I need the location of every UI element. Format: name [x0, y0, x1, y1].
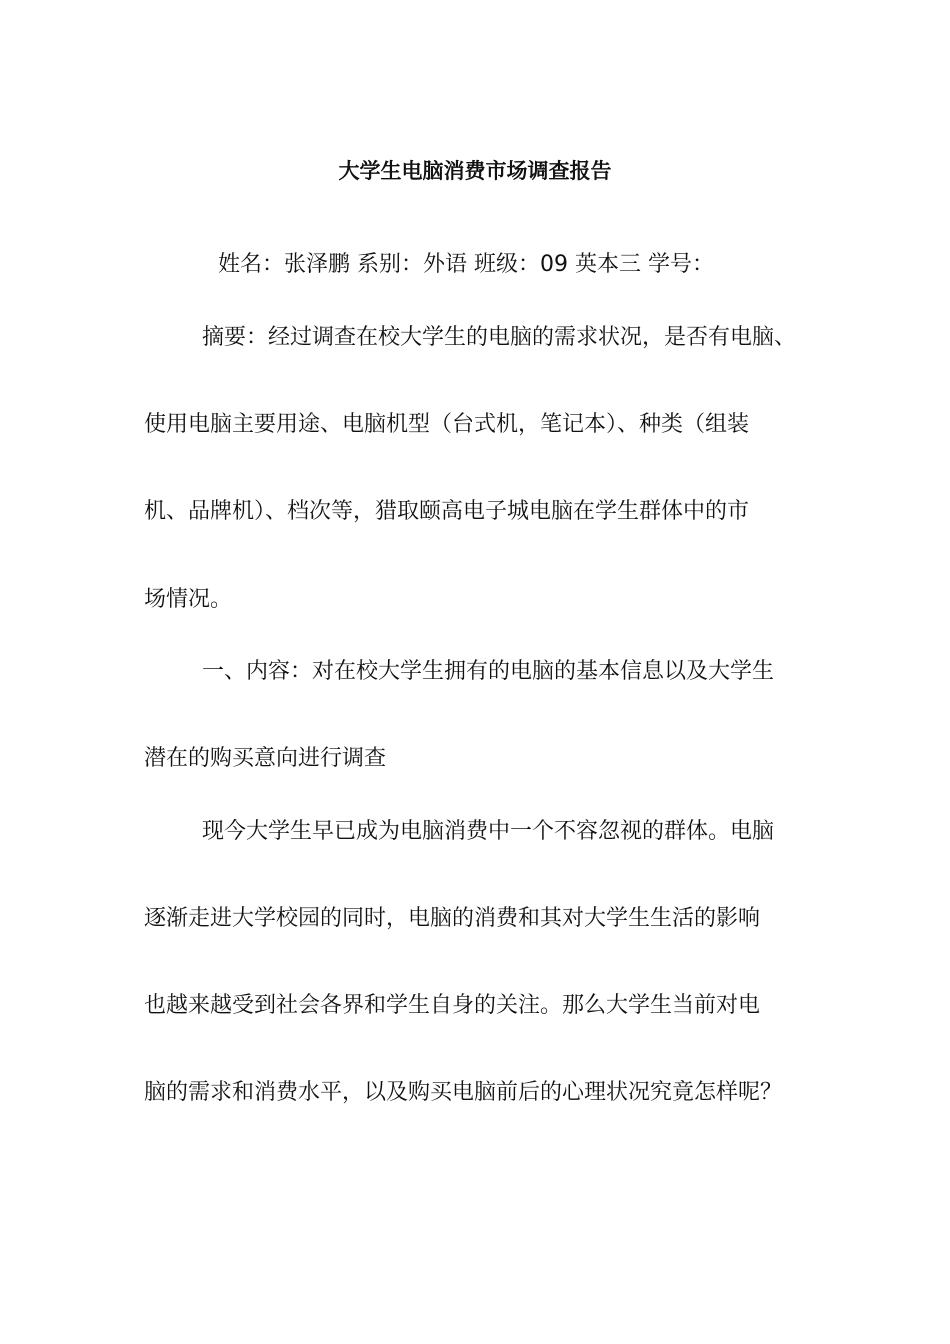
paragraph-line: 逐渐走进大学校园的同时，电脑的消费和其对大学生生活的影响: [144, 906, 761, 931]
paragraph-line: 机、品牌机）、档次等，猎取颐高电子城电脑在学生群体中的市: [144, 499, 750, 524]
paragraph-line: 脑的需求和消费水平，以及购买电脑前后的心理状况究竟怎样呢？: [144, 1080, 783, 1105]
paragraph-line: 场情况。: [144, 587, 233, 612]
paragraph-line: 一、内容：对在校大学生拥有的电脑的基本信息以及大学生: [202, 659, 775, 684]
paragraph-line: 现今大学生早已成为电脑消费中一个不容忽视的群体。电脑: [202, 819, 775, 844]
author-info-line: 姓名：张泽鹏 系别：外语 班级：09 英本三 学号：: [218, 252, 714, 277]
paragraph-line: 潜在的购买意向进行调查: [144, 746, 387, 771]
document-title: 大学生电脑消费市场调查报告: [338, 159, 612, 183]
paragraph-line: 也越来越受到社会各界和学生自身的关注。那么大学生当前对电: [144, 993, 761, 1018]
paragraph-line: 使用电脑主要用途、电脑机型（台式机，笔记本）、种类（组装: [144, 412, 750, 437]
paragraph-line: 摘要：经过调查在校大学生的电脑的需求状况，是否有电脑、: [202, 325, 797, 350]
